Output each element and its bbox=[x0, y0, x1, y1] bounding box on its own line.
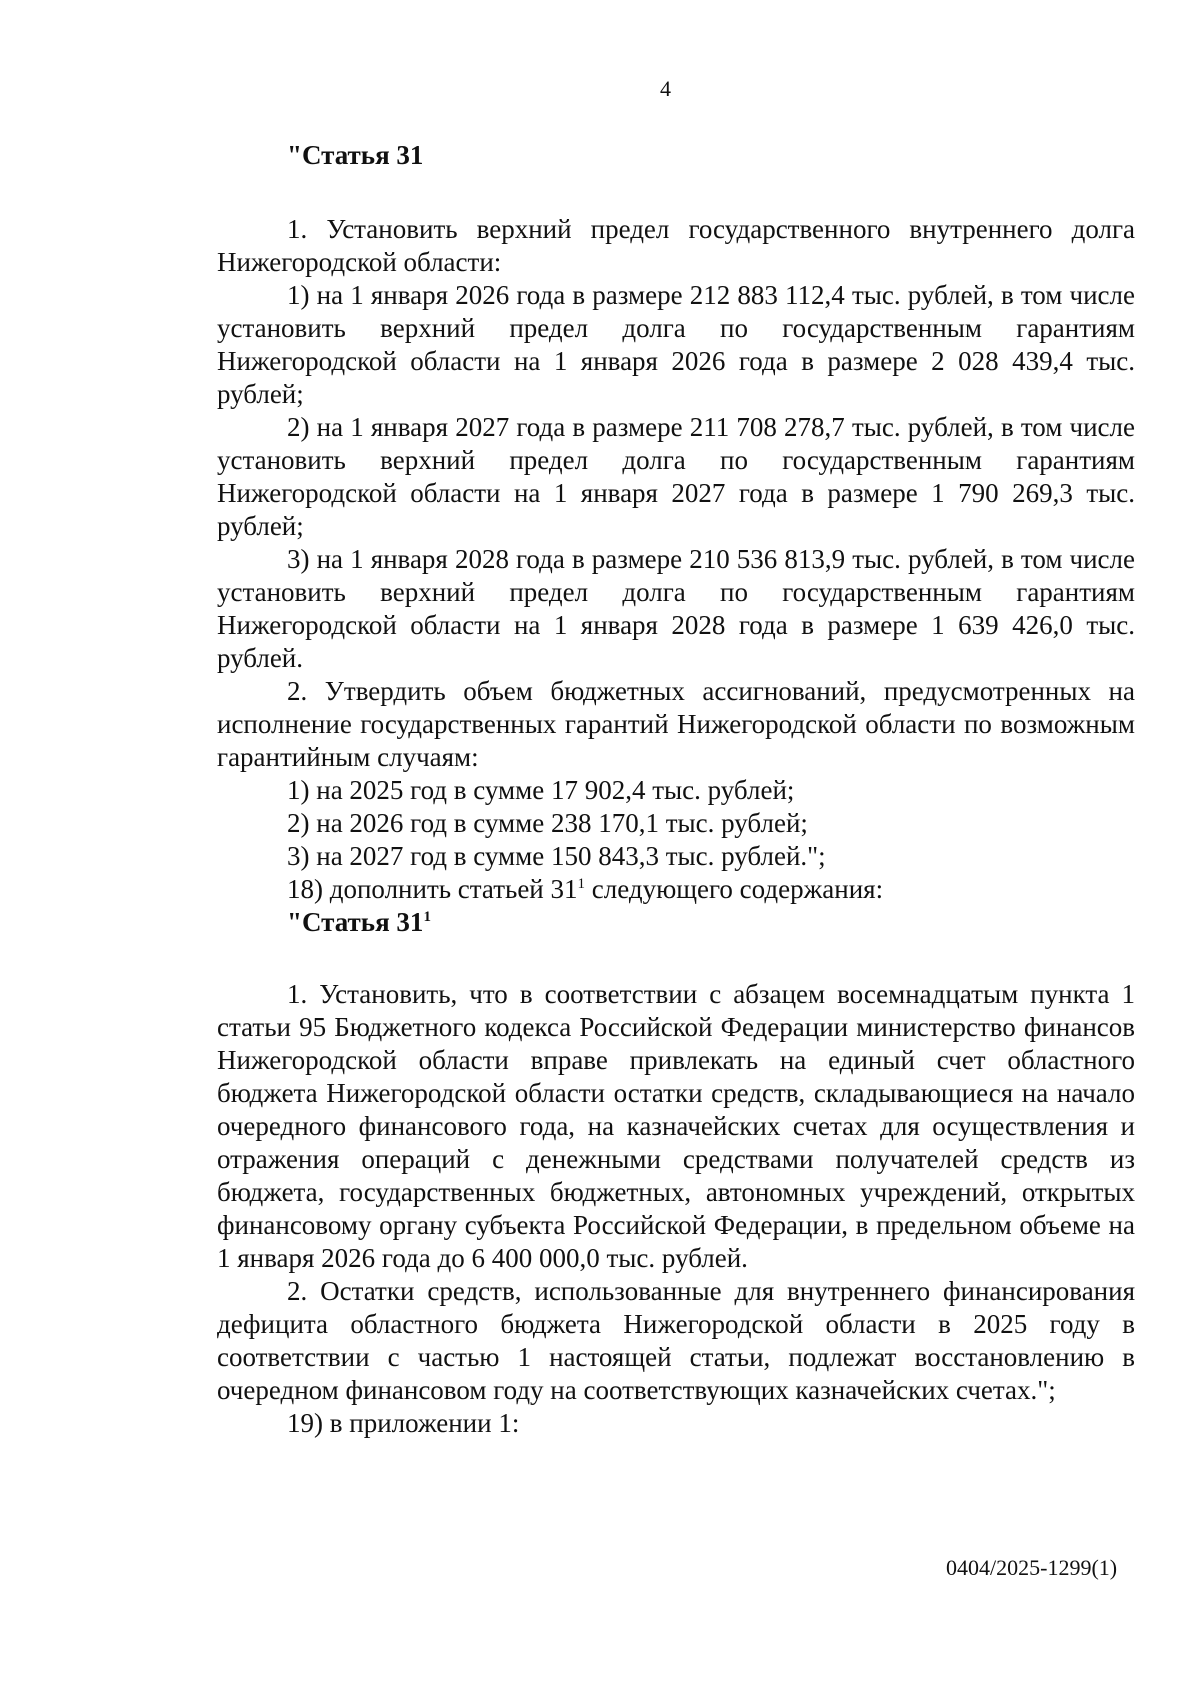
paragraph: 1) на 1 января 2026 года в размере 212 883 112,4 тыс. рублей, в том числе установить верхний предел долга по государственным гарантиям Нижегородской области на 1 января 2026 года в размере 2 028 439,4 тыс. рублей; bbox=[217, 280, 1135, 409]
item-18-text: 18) дополнить статьей 31 bbox=[287, 874, 578, 904]
heading-text: "Статья 31 bbox=[287, 907, 424, 937]
paragraph: 2. Утвердить объем бюджетных ассигнований, предусмотренных на исполнение государственных гарантий Нижегородской области по возможным гарантийным случаям: bbox=[217, 676, 1135, 772]
article-31-1-heading bbox=[217, 906, 1135, 939]
item-18-text-after: следующего содержания: bbox=[585, 874, 884, 904]
paragraph: 1) на 2025 год в сумме 17 902,4 тыс. рублей; bbox=[287, 775, 795, 805]
page-number: 4 bbox=[660, 76, 671, 101]
paragraph: 2. Остатки средств, использованные для внутреннего финансирования дефицита областного бюджета Нижегородской области в 2025 году в соответствии с частью 1 настоящей статьи, подлежат восстановлению в очередном финансовом году на соответствующих казначейских счетах."; bbox=[217, 1276, 1135, 1405]
paragraph: 1. Установить верхний предел государственного внутреннего долга Нижегородской области: bbox=[217, 214, 1135, 277]
paragraph: 3) на 1 января 2028 года в размере 210 536 813,9 тыс. рублей, в том числе установить верхний предел долга по государственным гарантиям Нижегородской области на 1 января 2028 года в размере 1 639 426,0 тыс. рублей. bbox=[217, 544, 1135, 673]
paragraph: 3) на 2027 год в сумме 150 843,3 тыс. рублей."; bbox=[287, 841, 826, 871]
paragraph: 2) на 1 января 2027 года в размере 211 708 278,7 тыс. рублей, в том числе установить верхний предел долга по государственным гарантиям Нижегородской области на 1 января 2027 года в размере 1 790 269,3 тыс. рублей; bbox=[217, 412, 1135, 541]
document-code: 0404/2025-1299(1) bbox=[946, 1555, 1118, 1580]
article-31-1-body bbox=[217, 978, 1135, 1440]
article-31-body bbox=[217, 213, 1135, 939]
article-31-heading: "Статья 31 bbox=[287, 140, 424, 170]
paragraph: 1. Установить, что в соответствии с абзацем восемнадцатым пункта 1 статьи 95 Бюджетного кодекса Российской Федерации министерство финансов Нижегородской области вправе привлекать на единый счет областного бюджета Нижегородской области остатки средств, складывающиеся на начало очередного финансового года, на казначейских счетах для осуществления и отражения операций с денежными средствами получателей средств из бюджета, государственных бюджетных, автономных учреждений, открытых финансовому органу субъекта Российской Федерации, в предельном объеме на 1 января 2026 года до 6 400 000,0 тыс. рублей. bbox=[217, 979, 1135, 1273]
item-18 bbox=[217, 873, 1135, 906]
superscript: 1 bbox=[577, 876, 586, 892]
paragraph: 2) на 2026 год в сумме 238 170,1 тыс. рублей; bbox=[287, 808, 808, 838]
superscript: 1 bbox=[423, 909, 431, 925]
paragraph: 19) в приложении 1: bbox=[287, 1408, 520, 1438]
